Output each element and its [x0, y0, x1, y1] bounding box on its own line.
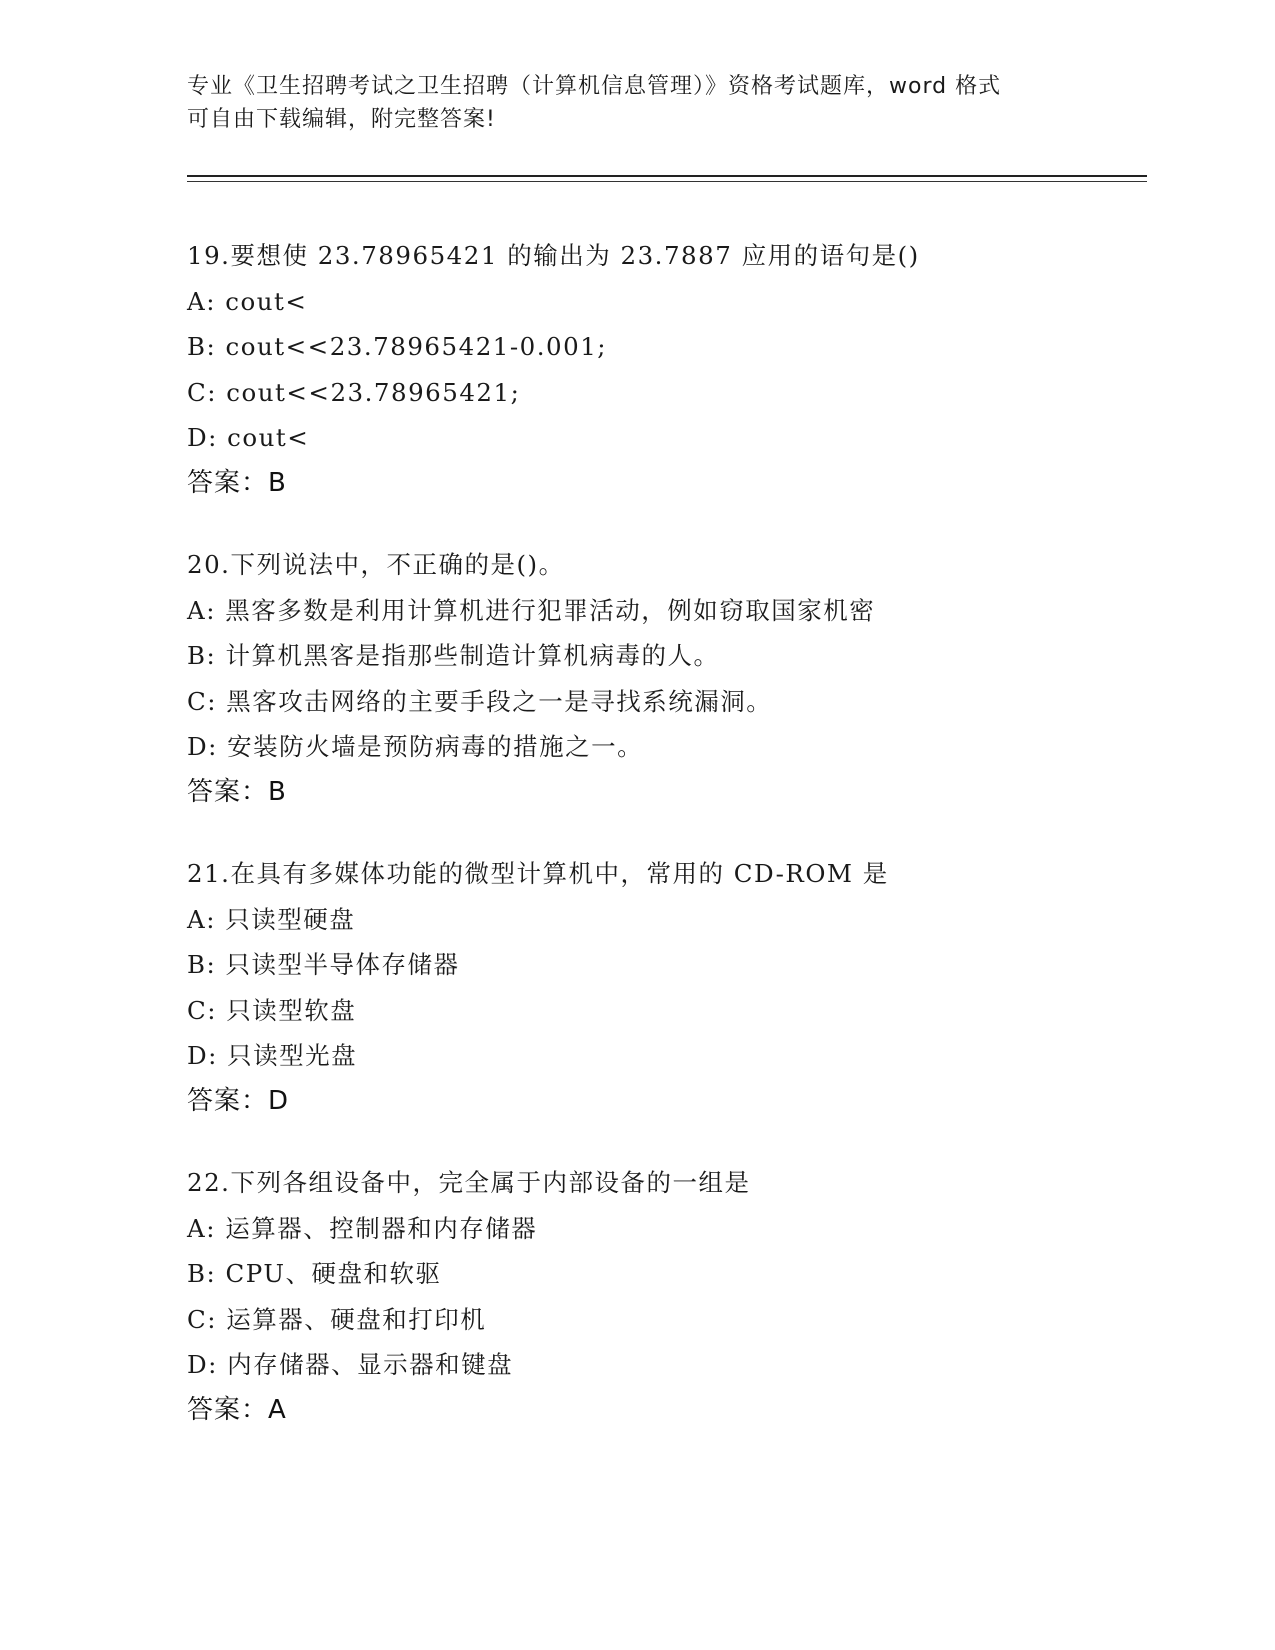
option-a: A: 运算器、控制器和内存储器: [187, 1213, 538, 1243]
option-d: D: 只读型光盘: [187, 1041, 358, 1071]
option-c: C: 黑客攻击网络的主要手段之一是寻找系统漏洞。: [187, 686, 773, 716]
question-19: [187, 233, 1187, 506]
question-stem: 22.下列各组设备中，完全属于内部设备的一组是: [187, 1167, 751, 1197]
option-b: B: 计算机黑客是指那些制造计算机病毒的人。: [187, 641, 720, 671]
header-line-2: 可自由下载编辑，附完整答案!: [187, 107, 496, 132]
option-b: B: 只读型半导体存储器: [187, 950, 460, 980]
answer: 答案：A: [187, 1394, 287, 1425]
option-c: C: 运算器、硬盘和打印机: [187, 1304, 487, 1334]
question-stem: 20.下列说法中，不正确的是()。: [187, 549, 565, 579]
option-a: A: 只读型硬盘: [187, 904, 356, 934]
question-stem: 19.要想使 23.78965421 的输出为 23.7887 应用的语句是(): [187, 241, 920, 270]
header-divider-thick: [187, 175, 1147, 177]
option-d: D: 内存储器、显示器和键盘: [187, 1350, 514, 1380]
question-20: [187, 542, 1187, 815]
question-21: [187, 851, 1187, 1124]
option-c: C: cout<<23.78965421;: [187, 377, 521, 407]
header-line-1: 专业《卫生招聘考试之卫生招聘（计算机信息管理）》资格考试题库，word 格式: [187, 74, 1002, 99]
header-divider-thin: [187, 181, 1147, 182]
option-a: A: 黑客多数是利用计算机进行犯罪活动，例如窃取国家机密: [187, 595, 876, 625]
option-d: D: 安装防火墙是预防病毒的措施之一。: [187, 732, 644, 762]
option-d: D: cout<: [187, 423, 310, 453]
answer: 答案：B: [187, 776, 287, 807]
question-22: [187, 1160, 1187, 1433]
option-c: C: 只读型软盘: [187, 995, 357, 1025]
question-list: [187, 233, 1187, 1469]
option-b: B: CPU、硬盘和软驱: [187, 1259, 442, 1289]
option-b: B: cout<<23.78965421-0.001;: [187, 332, 608, 362]
option-a: A: cout<: [187, 286, 308, 316]
answer: 答案：B: [187, 467, 287, 498]
document-header: [187, 70, 1087, 136]
question-stem: 21.在具有多媒体功能的微型计算机中，常用的 CD-ROM 是: [187, 858, 889, 888]
answer: 答案：D: [187, 1085, 290, 1116]
